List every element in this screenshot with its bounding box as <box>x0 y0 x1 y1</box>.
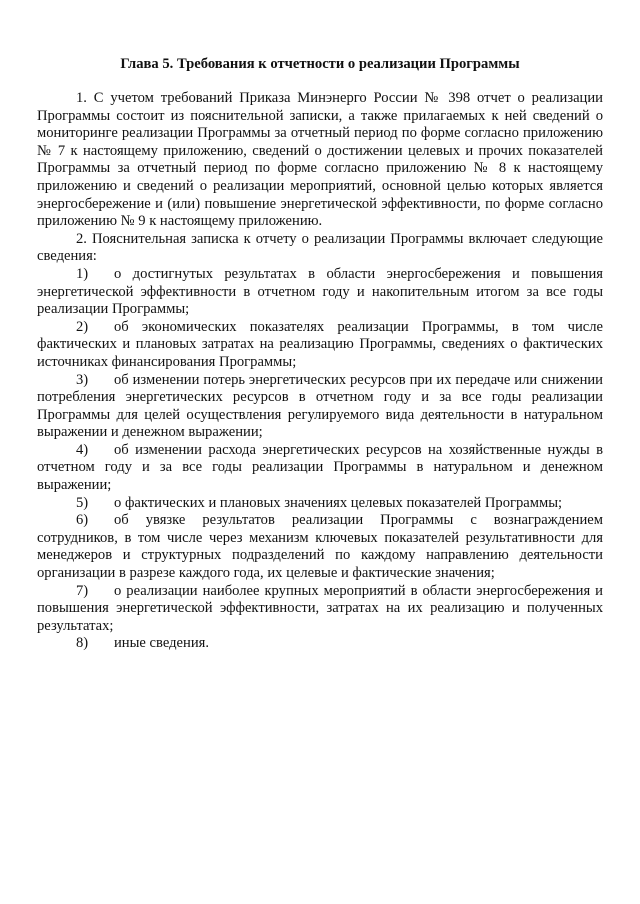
list-item <box>37 495 603 513</box>
list-item <box>37 266 603 319</box>
list-item-number: 5) <box>76 494 89 511</box>
list-item-text: о реализации наиболее крупных мероприятий в области энергосбережения и повышения энергетической эффективности, затратах на их реализацию и полученных результатах; <box>37 582 603 634</box>
list-item-number: 2) <box>76 318 89 335</box>
list-item <box>37 442 603 495</box>
list-item <box>37 319 603 372</box>
list-item-text: об увязке результатов реализации Программы с вознаграждением сотрудников, в том числе через механизм ключевых показателей результативности для менеджеров и структурных подразделений по каждому направлению деятельности организации в разрезе каждого года, их целевые и фактические значения; <box>37 512 603 582</box>
paragraph-1: 1. С учетом требований Приказа Минэнерго России № 398 отчет о реализации Программы состоит из пояснительной записки, а также прилагаемых к ней сведений о мониторинге реализации Программы за отчетный период по форме согласно приложению № 7 к настоящему приложению, сведений о достижении целевых и прочих показателей Программы за отчетный период по форме согласно приложению № 8 к настоящему приложению и сведений о реализации мероприятий, основной целью которых является энергосбережение и (или) повышение энергетической эффективности, по форме согласно приложению № 9 к настоящему приложению. <box>37 90 603 230</box>
list-item-number: 4) <box>76 441 89 458</box>
document-body <box>37 90 603 653</box>
list-item-text: об изменении потерь энергетических ресурсов при их передаче или снижении потребления энергетических ресурсов в отчетном году и за все годы реализации Программы для целей осуществления регулируемого вида деятельности в натуральном выражении и денежном выражении; <box>37 371 603 441</box>
list-item <box>37 372 603 442</box>
list-item-text: об изменении расхода энергетических ресурсов на хозяйственные нужды в отчетном году и за все годы реализации Программы в натуральном и денежном выражении; <box>37 441 603 494</box>
paragraph-2: 2. Пояснительная записка к отчету о реализации Программы включает следующие сведения: <box>37 230 603 265</box>
list-item-text: о достигнутых результатах в области энергосбережения и повышения энергетической эффективности в отчетном году и накопительным итогом за все годы реализации Программы; <box>37 265 603 318</box>
list-item <box>37 635 603 653</box>
list-item-number: 7) <box>76 582 89 599</box>
list-item-number: 8) <box>76 635 89 652</box>
list-item-number: 6) <box>76 512 89 529</box>
list-item-number: 1) <box>76 265 89 282</box>
list-item <box>37 583 603 636</box>
list-item <box>37 512 603 582</box>
list-item-text: об экономических показателях реализации Программы, в том числе фактических и плановых затратах на реализацию Программы, сведениях о фактических источниках финансирования Программы; <box>37 318 603 370</box>
list-item-text: иные сведения. <box>114 635 210 652</box>
list-item-number: 3) <box>76 371 89 388</box>
list-item-text: о фактических и плановых значениях целевых показателей Программы; <box>114 494 563 511</box>
chapter-title: Глава 5. Требования к отчетности о реализации Программы <box>120 56 520 72</box>
